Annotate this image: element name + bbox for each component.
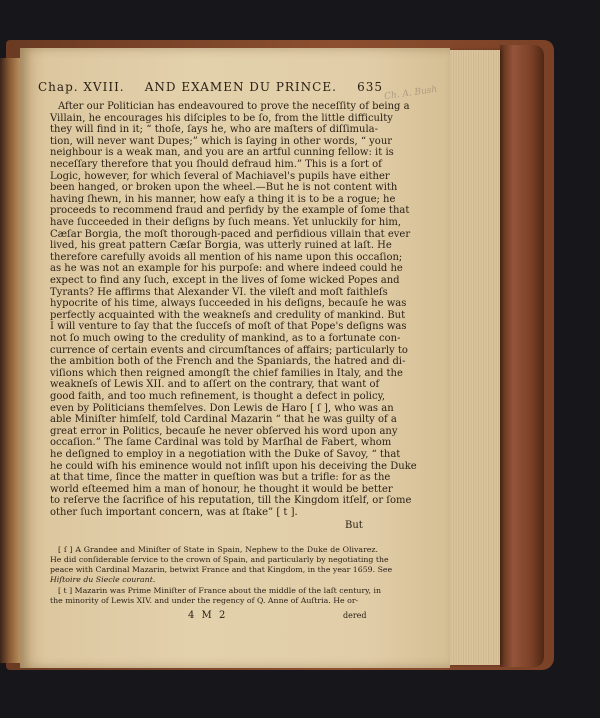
marginal-annotation: Ch. A. Bush [383, 84, 438, 103]
text-line: as he was not an example for his purpoſe: and where indeed could he [50, 263, 403, 275]
text-line: lived, his great pattern Cæſar Borgia, was utterly ruined at laſt. He [50, 240, 392, 252]
text-line: able Miniſter himſelf, told Cardinal Mazarin “ that he was guilty of a [50, 414, 397, 426]
footnote-line: He did conſiderable ſervice to the crown of Spain, and particularly by negotiating the [50, 555, 389, 564]
text-line: world eſteemed him a man of honour, he thought it would be better [50, 483, 393, 495]
catchword: But [345, 520, 363, 531]
running-header [38, 80, 383, 94]
text-line: at that time, ſince the matter in queſtion was but a trifle: for as the [50, 472, 391, 484]
text-line: Tyrants? He affirms that Alexander VI. the vileſt and moſt faithleſs [50, 286, 388, 298]
text-line: good faith, and too much refinement, is thought a defect in policy, [50, 391, 386, 402]
text-line: therefore carefully avoids all mention of his name upon this occaſion; [50, 251, 403, 263]
text-line: have ſucceeded in their deſigns by ſuch means. Yet unluckily for him, [50, 217, 402, 228]
text-line: he deſigned to employ in a negotiation with the Duke of Savoy, “ that [50, 449, 401, 460]
text-line: Logic, however, for which ſeveral of Machiavel's pupils have either [50, 170, 390, 182]
text-line: great error in Politics, becauſe he never obſerved his word upon any [50, 425, 398, 437]
text-line: hypocrite of his time, always ſucceeded in his deſigns, becauſe he was [50, 298, 407, 310]
text-line: expect to find any ſuch, except in the lives of ſome wicked Popes and [50, 275, 400, 286]
text-line: other ſuch important concern, was at ſtake” [ t ]. [50, 507, 298, 518]
text-line: neighbour is a weak man, and you are an artful cunning fellow: it is [50, 147, 394, 159]
text-line: having ſhewn, in his manner, how eaſy a thing it is to be a rogue; he [50, 193, 396, 205]
signature-mark: 4 M 2 [188, 610, 228, 621]
footnote-line: the minority of Lewis XIV. and under the regency of Q. Anne of Auſtria. He or- [50, 596, 359, 605]
footnote-catchword: dered [343, 611, 367, 620]
page-number: 635 [357, 80, 383, 94]
text-line: currence of certain events and circumſtances of affairs; particularly to [50, 344, 408, 356]
chapter-label: Chap. XVIII. [38, 80, 125, 94]
text-line: Cæſar Borgia, the moſt thorough-paced and perfidious villain that ever [50, 228, 411, 240]
text-line: been hanged, or broken upon the wheel.—But he is not content with [50, 182, 398, 194]
text-line: neceſſary therefore that you ſhould defraud him.” This is a ſort of [50, 159, 382, 170]
text-line: even by Politicians themſelves. Don Lewis de Haro [ ſ ], who was an [50, 402, 394, 414]
footnote-line: Hiſtoire du Siecle courant. [50, 575, 156, 584]
text-line: Villain, he encourages his diſciples to be ſo, from the little difficulty [50, 112, 393, 124]
running-title: AND EXAMEN DU PRINCE. [144, 80, 337, 94]
text-line: weakneſs of Lewis XII. and to aſſert on the contrary, that want of [50, 379, 380, 391]
text-line: After our Politician has endeavoured to prove the neceſſity of being a [58, 101, 410, 112]
text-line: viſions which then reigned amongſt the chief families in Italy, and the [50, 367, 403, 379]
text-line: occaſion.” The ſame Cardinal was told by Marſhal de Fabert, whom [50, 437, 392, 449]
text-line: the ambition both of the French and the Spaniards, the hatred and di- [50, 356, 406, 368]
text-line: I will venture to ſay that the ſucceſs of moſt of that Pope's deſigns was [50, 321, 407, 333]
page-stack [448, 50, 500, 665]
text-line: to reſerve the ſacrifice of his reputation, till the Kingdom itſelf, or ſome [50, 495, 412, 507]
footnote-line: [ t ] Mazarin was Prime Miniſter of France about the middle of the laſt century, in [58, 586, 382, 595]
back-cover-edge [500, 45, 544, 667]
footnote-line: [ ſ ] A Grandee and Miniſter of State in Spain, Nephew to the Duke de Olivarez. [58, 545, 378, 554]
text-line: they will find in it; “ thoſe, ſays he, who are maſters of diſſimula- [50, 124, 378, 136]
text-line: not ſo much owing to the credulity of mankind, as to a fortunate con- [50, 333, 401, 344]
footnote-line: peace with Cardinal Mazarin, betwixt France and that Kingdom, in the year 1659. See [50, 565, 393, 574]
text-line: tion, will never want Dupes;” which is ſaying in other words, “ your [50, 135, 393, 147]
text-line: he could wiſh his eminence would not inſiſt upon his deceiving the Duke [50, 460, 417, 472]
text-line: perfectly acquainted with the weakneſs and credulity of mankind. But [50, 309, 406, 321]
text-line: proceeds to recommend fraud and perfidy by the example of ſome that [50, 205, 410, 217]
